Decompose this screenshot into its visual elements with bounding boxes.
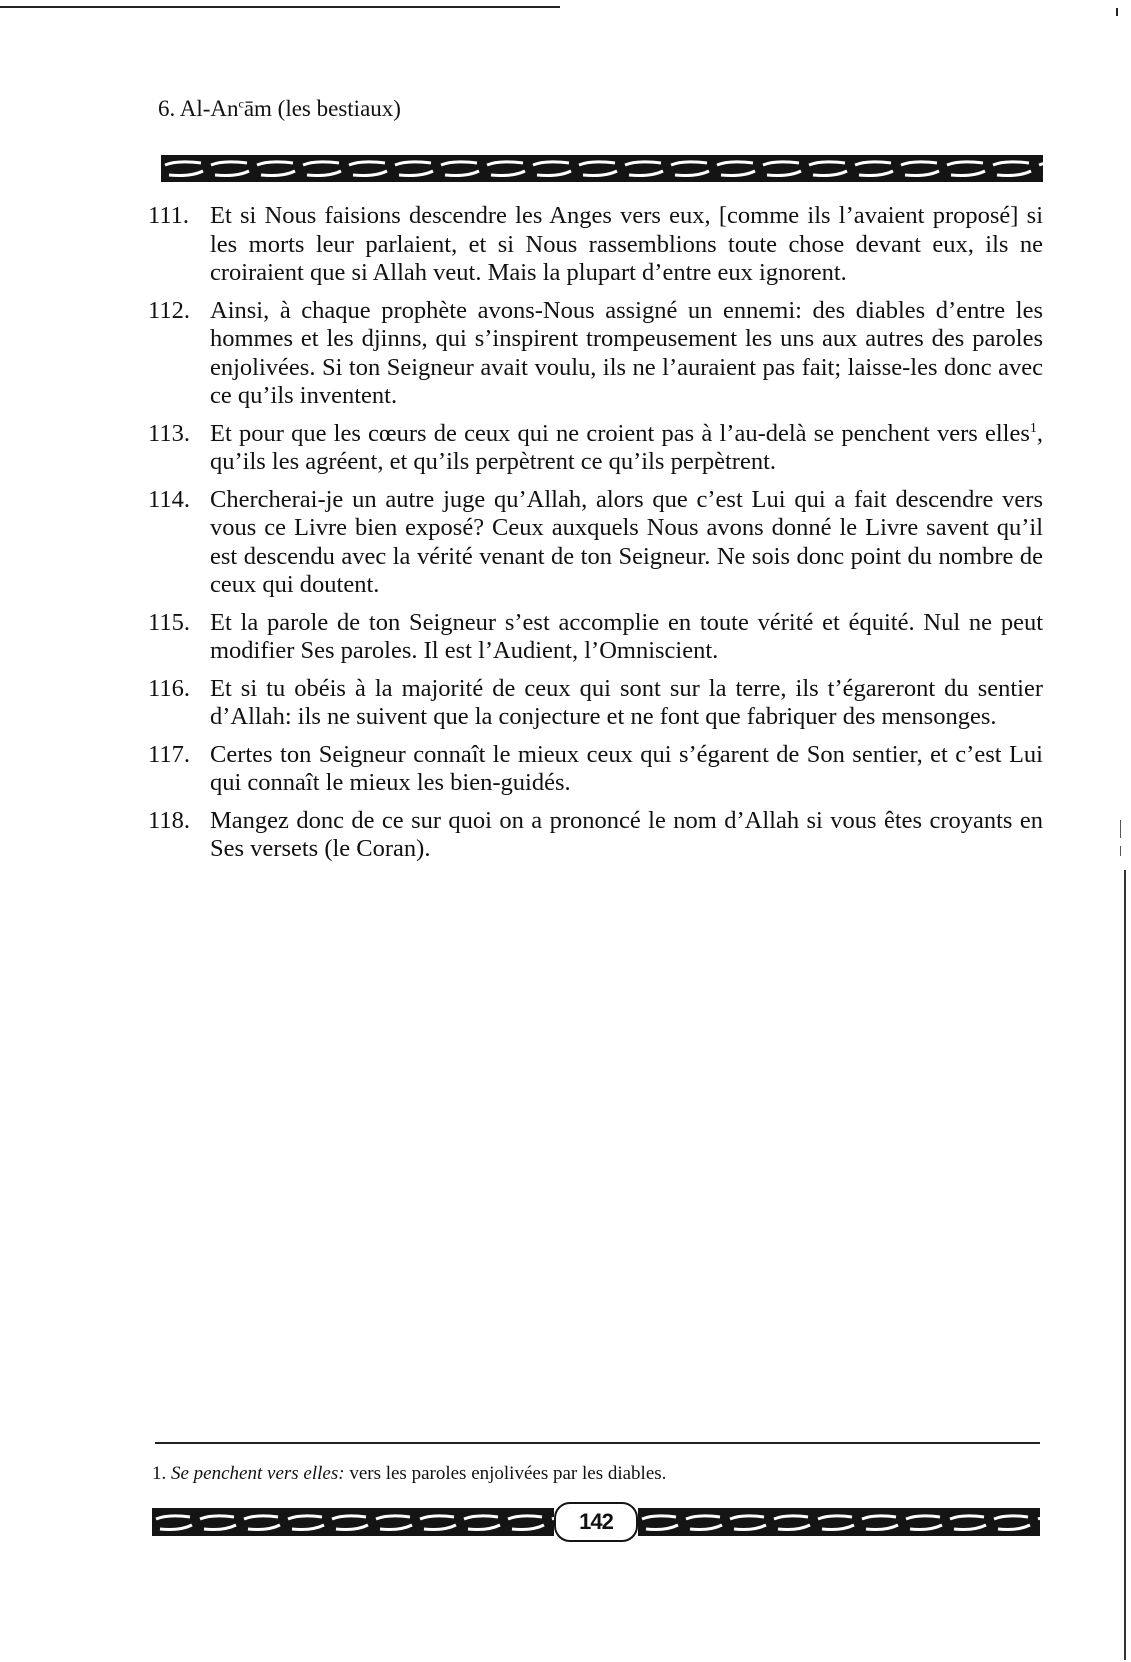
footnote-rule (155, 1442, 1040, 1444)
verse-text: Ainsi, à chaque prophète avons-Nous assigné un ennemi: des diables d’entre les hommes et les djinns, qui s’inspirent trompeusement les uns aux autres des paroles enjolivées. Si ton Seigneur avait voulu, ils ne l’auraient pas fait; laisse-les donc avec ce qu’ils inventent. (210, 296, 1043, 409)
ornamental-band-bottom-left (152, 1508, 554, 1536)
running-head-suffix: ām (les bestiaux) (243, 96, 401, 121)
verse-118 (148, 807, 1043, 864)
scan-tick (1120, 820, 1121, 838)
footnote-reference[interactable]: 1 (1029, 420, 1037, 436)
verse-114 (148, 486, 1043, 600)
verse-111 (148, 202, 1043, 288)
scan-right-edge (1124, 870, 1126, 1660)
verse-112 (148, 297, 1043, 411)
ornament-pattern (152, 1508, 554, 1536)
footnote-number: 1. (152, 1463, 167, 1484)
verse-text: Et pour que les cœurs de ceux qui ne croient pas à l’au-delà se penchent vers elles (210, 419, 1030, 447)
scan-mark (1116, 8, 1118, 16)
scan-top-line (0, 6, 560, 8)
ornament-pattern (161, 155, 1043, 182)
verse-text: Et la parole de ton Seigneur s’est accomplie en toute vérité et équité. Nul ne peut modifier Ses paroles. Il est l’Audient, l’Omniscient. (210, 608, 1043, 664)
ornamental-band-bottom-right (638, 1508, 1040, 1536)
footnote-text: vers les paroles enjolivées par les diables. (349, 1463, 667, 1484)
verse-113 (148, 420, 1043, 477)
verse-number: 114. (148, 485, 190, 513)
running-head-superscript: c (238, 96, 244, 111)
verse-text: Mangez donc de ce sur quoi on a prononcé le nom d’Allah si vous êtes croyants en Ses versets (le Coran). (210, 806, 1043, 862)
running-head (158, 96, 401, 122)
footnote-term: Se penchent vers elles: (171, 1463, 345, 1484)
verse-text: Certes ton Seigneur connaît le mieux ceux qui s’égarent de Son sentier, et c’est Lui qui connaît le mieux les bien-guidés. (210, 740, 1043, 796)
verse-text: Et si Nous faisions descendre les Anges vers eux, [comme ils l’avaient proposé] si les morts leur parlaient, et si Nous rassemblions toute chose devant eux, ils ne croiraient que si Allah veut. Mais la plupart d’entre eux ignorent. (210, 202, 1043, 286)
verse-list (148, 202, 1043, 873)
verse-number: 116. (148, 674, 190, 702)
scan-tick (1120, 846, 1121, 856)
verse-text: Chercherai-je un autre juge qu’Allah, alors que c’est Lui qui a fait descendre vers vous ce Livre bien exposé? Ceux auxquels Nous avons donné le Livre savent qu’il est descendu avec la vérité venant de ton Seigneur. Ne sois donc point du nombre de ceux qui doutent. (210, 485, 1043, 598)
verse-text-continued: , qu’ils les agréent, et qu’ils perpètrent ce qu’ils perpètrent. (210, 419, 1043, 475)
verse-116 (148, 675, 1043, 732)
verse-117 (148, 741, 1043, 798)
verse-number: 117. (148, 740, 190, 768)
verse-number: 118. (148, 806, 190, 834)
verse-number: 113. (148, 419, 190, 447)
running-head-prefix: 6. Al-An (158, 96, 239, 121)
verse-text: Et si tu obéis à la majorité de ceux qui sont sur la terre, ils t’égareront du sentier d’Allah: ils ne suivent que la conjecture et ne font que fabriquer des mensonges. (210, 674, 1043, 730)
verse-115 (148, 609, 1043, 666)
page-number: 142 (554, 1502, 638, 1542)
verse-number: 111. (148, 202, 190, 229)
ornament-pattern (638, 1508, 1040, 1536)
footnote (152, 1463, 666, 1485)
ornamental-band-top (161, 155, 1043, 182)
verse-number: 115. (148, 608, 190, 636)
verse-number: 112. (148, 296, 190, 324)
